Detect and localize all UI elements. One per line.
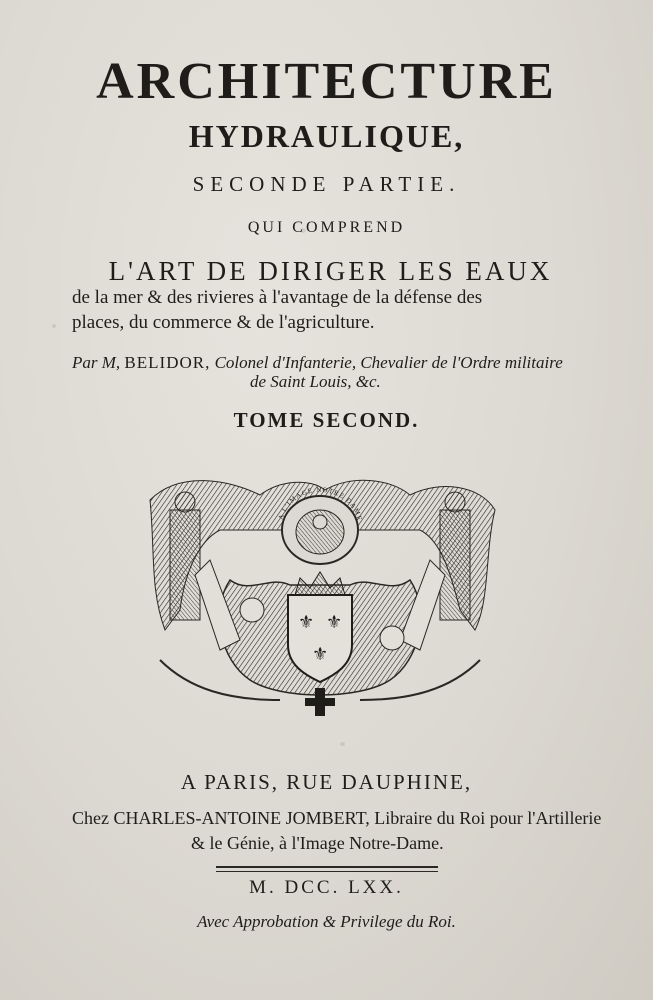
author-line-2: de Saint Louis, &c. <box>250 372 381 391</box>
printers-vignette-engraving <box>140 460 500 728</box>
imprint-city: A PARIS, RUE DAUPHINE, <box>180 770 473 794</box>
subtitle-line-2: places, du commerce & de l'agriculture. <box>72 312 375 333</box>
crown <box>295 572 345 595</box>
foxing-spot <box>52 324 56 328</box>
svg-text:⚜: ⚜ <box>298 612 315 633</box>
svg-text:⚜: ⚜ <box>312 644 329 665</box>
author-titles: Colonel d'Infanterie, Chevalier de l'Ordre militaire <box>214 353 563 372</box>
volume-label: TOME SECOND. <box>233 408 420 432</box>
royal-shield <box>288 595 352 682</box>
double-rule-top <box>216 866 438 868</box>
author-prefix: Par M, <box>72 353 121 372</box>
right-cherub <box>380 626 404 650</box>
svg-text:⚜: ⚜ <box>326 612 343 633</box>
author-line <box>72 353 563 373</box>
imprint-publisher-line-2: & le Génie, à l'Image Notre-Dame. <box>191 833 444 853</box>
title-line-art-de-diriger: L'ART DE DIRIGER LES EAUX <box>108 256 553 286</box>
left-pillar <box>170 510 200 620</box>
double-rule-bottom <box>216 871 438 872</box>
title-line-seconde-partie: SECONDE PARTIE. <box>192 172 461 196</box>
title-line-architecture: ARCHITECTURE <box>96 53 557 110</box>
left-cherub <box>240 598 264 622</box>
title-line-hydraulique: HYDRAULIQUE, <box>188 118 465 154</box>
imprint-publisher-line-1: Chez CHARLES-ANTOINE JOMBERT, Libraire du Roi pour l'Artillerie <box>72 808 602 828</box>
imprint-year: M. DCC. LXX. <box>249 877 404 898</box>
imprint-privilege: Avec Approbation & Privilege du Roi. <box>197 912 456 931</box>
author-name: BELIDOR, <box>124 353 211 372</box>
right-pillar <box>440 510 470 620</box>
title-line-qui-comprend: QUI COMPREND <box>247 219 406 236</box>
medallion-motto: A L'IMAGE NOTRE DAME <box>276 485 364 522</box>
subtitle-line-1: de la mer & des rivieres à l'avantage de la défense des <box>72 287 483 308</box>
foxing-spot <box>340 742 345 746</box>
